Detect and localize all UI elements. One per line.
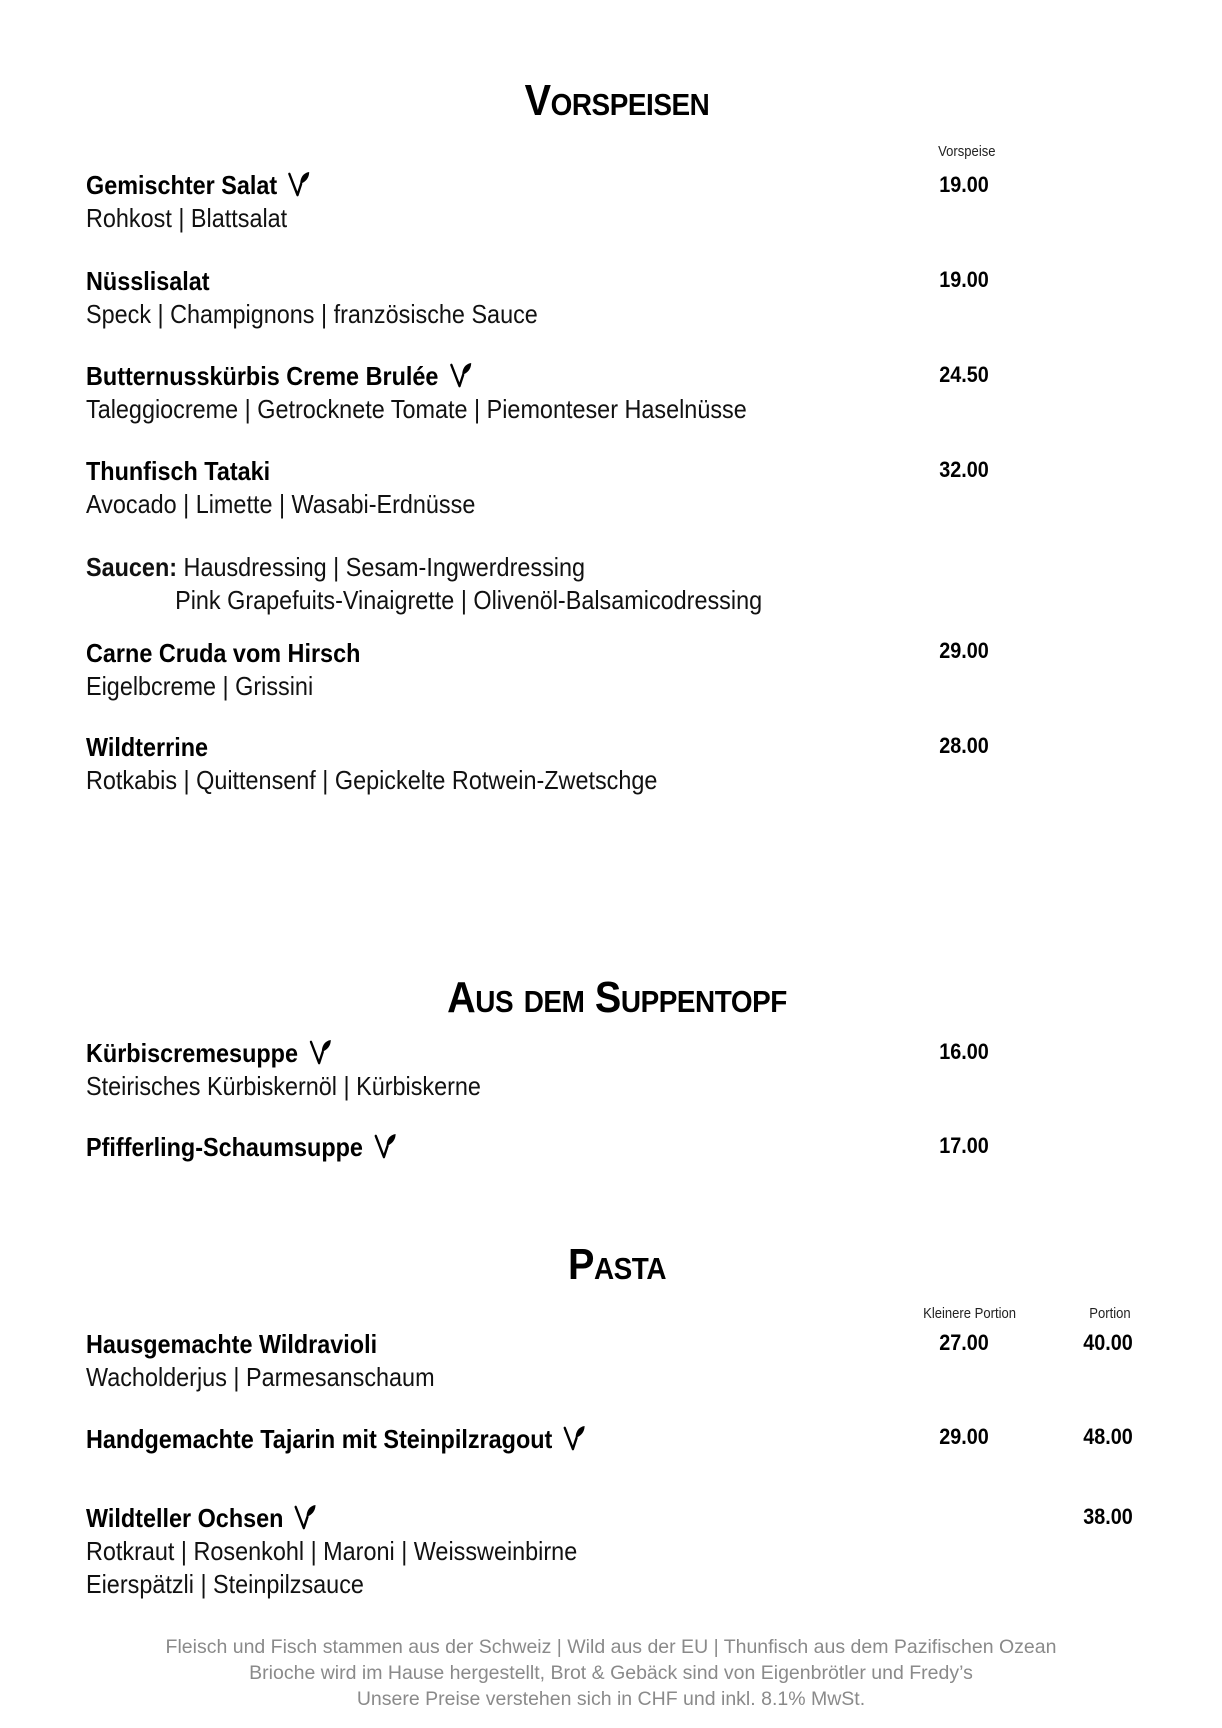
menu-item — [86, 1502, 1186, 1601]
item-name: Thunfisch Tataki — [86, 456, 271, 486]
item-name: Carne Cruda vom Hirsch — [86, 638, 361, 668]
item-description: Avocado | Limette | Wasabi-Erdnüsse — [86, 489, 476, 519]
menu-item — [86, 169, 1186, 235]
menu-item — [86, 360, 1186, 426]
item-price-full: 40.00 — [1083, 1330, 1133, 1355]
saucen-line-1: Saucen: Hausdressing | Sesam-Ingwerdressing — [86, 552, 586, 582]
item-price-full: 48.00 — [1083, 1424, 1133, 1449]
saucen-block — [86, 551, 837, 617]
item-price: 24.50 — [939, 362, 989, 387]
menu-item — [86, 1131, 1186, 1164]
item-description: Eigelbcreme | Grissini — [86, 671, 314, 701]
vegetarian-icon — [309, 1038, 332, 1066]
menu-item — [86, 1328, 1186, 1394]
item-name: Gemischter Salat — [86, 169, 311, 202]
item-price: 28.00 — [939, 733, 989, 758]
saucen-label: Saucen: — [86, 552, 178, 582]
item-description: Rohkost | Blattsalat — [86, 203, 288, 233]
footer-line-1: Fleisch und Fisch stammen aus der Schweiz | Wild aus der EU | Thunfisch aus dem Pazifischen Ozean — [165, 1636, 1057, 1658]
item-price-small: 27.00 — [939, 1330, 989, 1355]
menu-item — [86, 637, 1186, 703]
item-price: 16.00 — [939, 1039, 989, 1064]
item-description: Speck | Champignons | französische Sauce — [86, 299, 538, 329]
menu-item — [86, 731, 1186, 797]
vegetarian-icon — [563, 1424, 586, 1452]
item-name: Handgemachte Tajarin mit Steinpilzragout — [86, 1423, 587, 1456]
item-price: 17.00 — [939, 1133, 989, 1158]
item-description: Eierspätzli | Steinpilzsauce — [86, 1569, 364, 1599]
item-description: Steirisches Kürbiskernöl | Kürbiskerne — [86, 1071, 481, 1101]
section-title-pasta: Pasta — [567, 1240, 667, 1289]
menu-item — [86, 455, 1186, 521]
menu-item — [86, 1423, 1186, 1456]
vegetarian-icon — [288, 170, 311, 198]
item-description: Taleggiocreme | Getrocknete Tomate | Piemonteser Haselnüsse — [86, 394, 747, 424]
item-name: Wildterrine — [86, 732, 209, 762]
column-label-kleinere-portion: Kleinere Portion — [923, 1306, 1017, 1322]
item-price: 19.00 — [939, 267, 989, 292]
vegetarian-icon — [449, 361, 472, 389]
item-description: Wacholderjus | Parmesanschaum — [86, 1362, 435, 1392]
item-description: Rotkraut | Rosenkohl | Maroni | Weissweinbirne — [86, 1536, 578, 1566]
menu-item — [86, 265, 1186, 331]
column-label-vorspeise: Vorspeise — [938, 144, 996, 160]
section-title-suppentopf: Aus dem Suppentopf — [447, 973, 787, 1022]
item-name: Pfifferling-Schaumsuppe — [86, 1131, 397, 1164]
item-price: 19.00 — [939, 172, 989, 197]
item-name: Nüsslisalat — [86, 266, 210, 296]
section-title-vorspeisen: Vorspeisen — [524, 76, 710, 125]
item-price: 29.00 — [939, 638, 989, 663]
item-name: Butternusskürbis Creme Brulée — [86, 360, 473, 393]
vegetarian-icon — [294, 1503, 317, 1531]
item-price-small: 29.00 — [939, 1424, 989, 1449]
item-price: 38.00 — [1083, 1504, 1133, 1529]
item-name: Wildteller Ochsen — [86, 1502, 318, 1535]
menu-item — [86, 1037, 1186, 1103]
item-price: 32.00 — [939, 457, 989, 482]
vegetarian-icon — [374, 1132, 397, 1160]
column-label-portion: Portion — [1089, 1306, 1131, 1322]
footer-line-2: Brioche wird im Hause hergestellt, Brot & Gebäck sind von Eigenbrötler und Fredy’s — [249, 1662, 973, 1684]
footer-notes — [0, 1634, 1222, 1712]
footer-line-3: Unsere Preise verstehen sich in CHF und inkl. 8.1% MwSt. — [356, 1688, 866, 1710]
item-description: Rotkabis | Quittensenf | Gepickelte Rotwein-Zwetschge — [86, 765, 658, 795]
item-name: Hausgemachte Wildravioli — [86, 1329, 378, 1359]
item-name: Kürbiscremesuppe — [86, 1037, 332, 1070]
saucen-line-2: Pink Grapefuits-Vinaigrette | Olivenöl-Balsamicodressing — [175, 585, 763, 615]
